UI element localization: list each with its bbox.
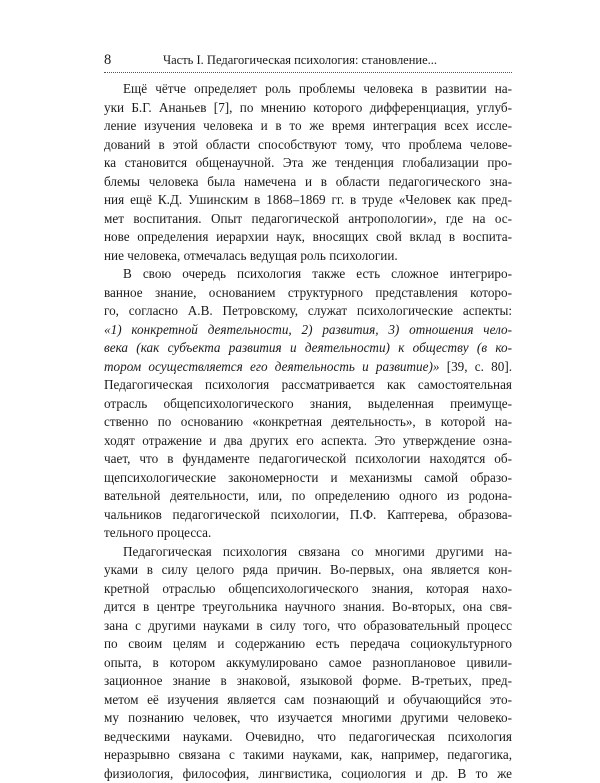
page-header [104, 52, 512, 72]
citation: [39, с. 80]. [440, 359, 513, 374]
text-line: Ещё чётче определяет роль проблемы человека в развитии на- [104, 80, 512, 99]
text-line: опыта, в котором аккумулировано самое разноплановое цивили- [104, 654, 512, 673]
text-line: по своим целям и содержанию есть передача социокультурного [104, 635, 512, 654]
text-line: вательной деятельности, или, по определению одного из родона- [104, 487, 512, 506]
text-line: ка становится общенаучной. Эта же тенденция глобализации про- [104, 154, 512, 173]
text-line: дований в этой области способствуют тому, что проблема челове- [104, 136, 512, 155]
text-line: чальников педагогической психологии, П.Ф. Каптерева, образова- [104, 506, 512, 525]
quote-line: «1) конкретной деятельности, 2) развития, 3) отношения чело- [104, 321, 512, 340]
text-line: физиология, философия, лингвистика, социология и др. В то же [104, 765, 512, 783]
text-line: ведческими науками. Очевидно, что педагогическая психология [104, 728, 512, 747]
text-line: Педагогическая психология связана со многими другими на- [104, 543, 512, 562]
quote-line: века (как субъекта развития и деятельности) к обществу (в ко- [104, 339, 512, 358]
text-line: ление изучения человека и в то же время интеграция всех иссле- [104, 117, 512, 136]
text-line: уками в силу целого ряда причин. Во-первых, она является кон- [104, 561, 512, 580]
text-line: Педагогическая психология рассматривается как самостоятельная [104, 376, 512, 395]
text-line: блемы человека была намечена и в области педагогического зна- [104, 173, 512, 192]
text-line: дится в центре треугольника научного знания. Во-вторых, она свя- [104, 598, 512, 617]
quote-line-with-citation [104, 358, 512, 377]
text-line: нове определения иерархии наук, вносящих свой вклад в воспита- [104, 228, 512, 247]
main-text [104, 80, 512, 783]
running-head: Часть I. Педагогическая психология: становление... [163, 53, 437, 68]
text-line: чает, что в фундаменте педагогической психологии находятся об- [104, 450, 512, 469]
page-number: 8 [104, 52, 111, 69]
text-line: ния ещё К.Д. Ушинским в 1868–1869 гг. в труде «Человек как пред- [104, 191, 512, 210]
text-line: В свою очередь психология также есть сложное интегриро- [104, 265, 512, 284]
text-line: уки Б.Г. Ананьев [7], по мнению которого дифференциация, углуб- [104, 99, 512, 118]
text-line: ходят отражение и два других его аспекта. Это утверждение озна- [104, 432, 512, 451]
text-line: го, согласно А.В. Петровскому, служат психологические аспекты: [104, 302, 512, 321]
text-line: ние человека, отмечалась ведущая роль психологии. [104, 247, 512, 266]
text-line: кретной отраслью общепсихологического знания, которая нахо- [104, 580, 512, 599]
text-line: му познанию человек, что изучается многими другими человеко- [104, 709, 512, 728]
text-line: зана с другими науками в силу того, что образовательный процесс [104, 617, 512, 636]
text-line: отрасль общепсихологического знания, выделенная преимуще- [104, 395, 512, 414]
text-line: метом её изучения является сам познающий и обучающийся это- [104, 691, 512, 710]
text-line: щепсихологические закономерности и механизмы самой образо- [104, 469, 512, 488]
text-line: тельного процесса. [104, 524, 512, 543]
text-line: ванное знание, основанием структурного представления которо- [104, 284, 512, 303]
header-rule [104, 72, 512, 73]
text-line: ственно по основанию «конкретная деятельность», в которой на- [104, 413, 512, 432]
text-line: мет воспитания. Опыт педагогической антропологии», где на ос- [104, 210, 512, 229]
text-line: неразрывно связана с такими науками, как, например, педагогика, [104, 746, 512, 765]
text-line: зационное знание в знаковой, языковой форме. В-третьих, пред- [104, 672, 512, 691]
quote-text: тором осуществляется его деятельность и развитие)» [104, 359, 440, 374]
